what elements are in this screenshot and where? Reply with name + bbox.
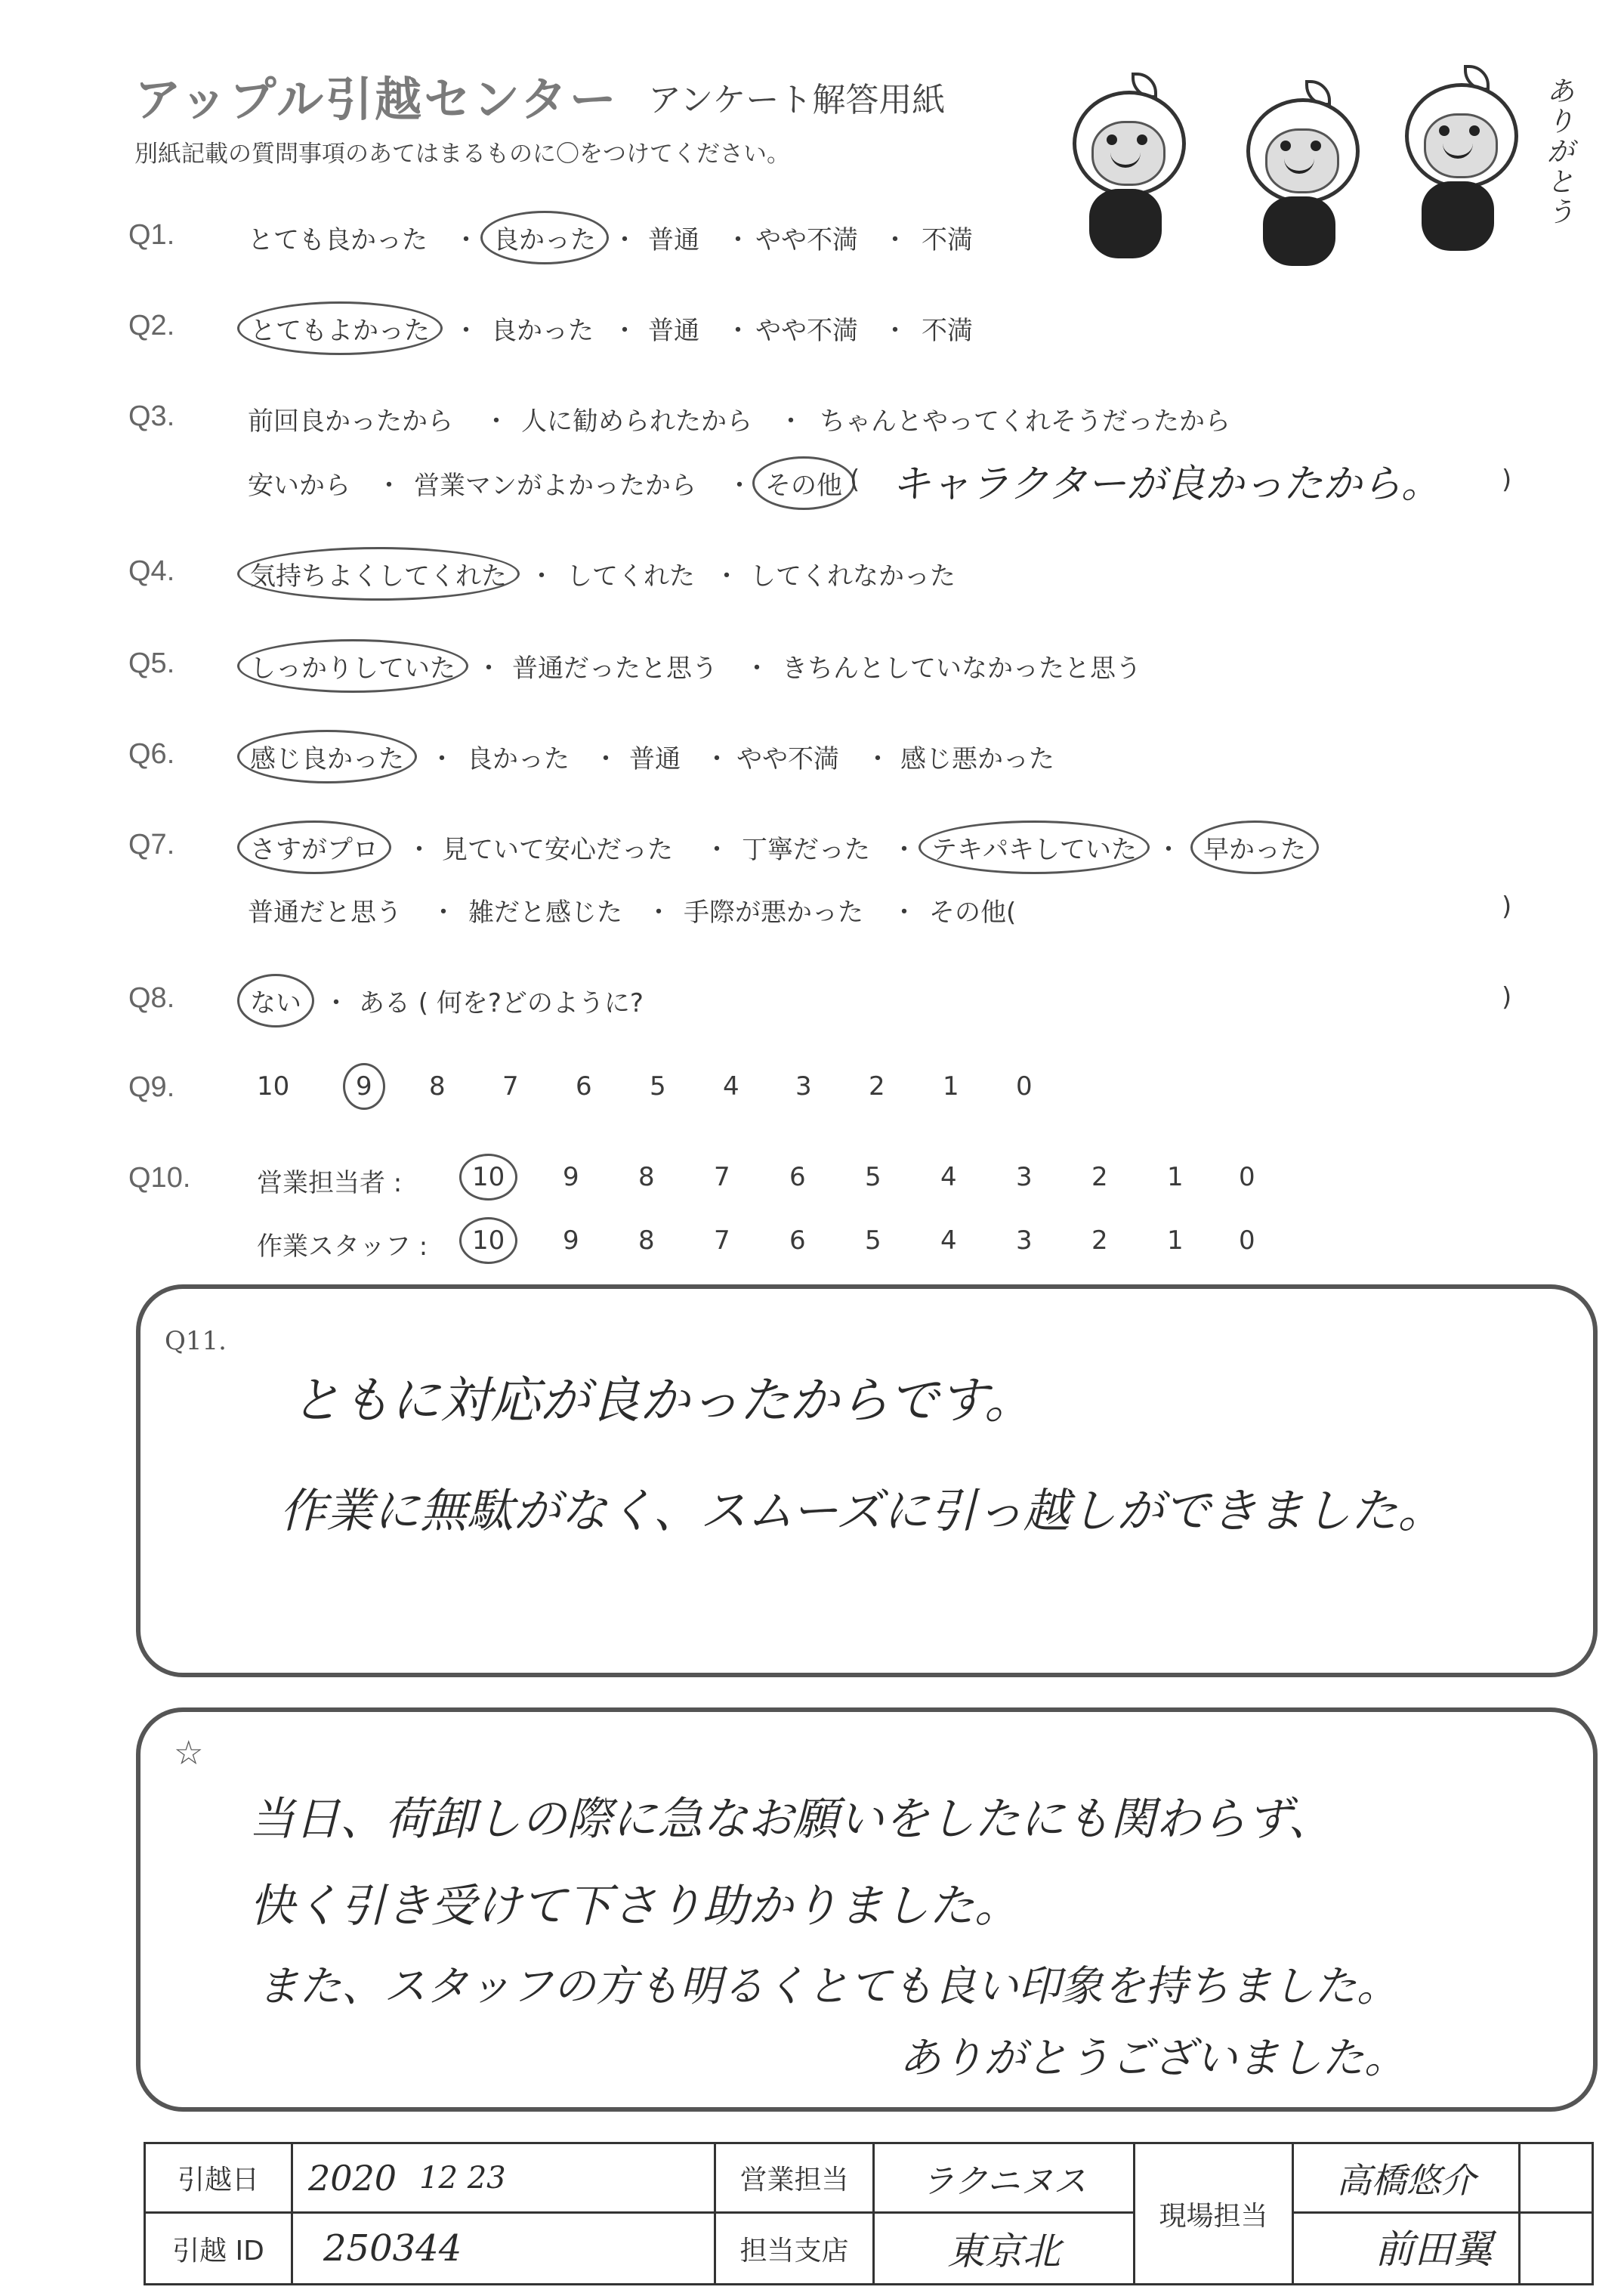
q3-option-3[interactable]: ちゃんとやってくれそうだったから (820, 406, 1230, 437)
q3-other-answer[interactable]: キャラクターが良かったから。 (891, 462, 1440, 507)
free-comment-line-1[interactable]: 当日、荷卸しの際に急なお願いをしたにも関わらず、 (249, 1793, 1334, 1846)
q7-option-5-selected[interactable]: 早かった (1190, 820, 1319, 874)
branch-label: 担当支店 (716, 2214, 875, 2283)
separator: ・ (725, 225, 751, 255)
separator: ・ (1156, 835, 1181, 865)
q10-staff-label: 作業スタッフ : (257, 1231, 428, 1262)
q2-option-2[interactable]: 良かった (491, 316, 594, 346)
branch-name: 東京北 (947, 2230, 1061, 2273)
q2-option-4[interactable]: やや不満 (755, 316, 858, 346)
q3-option-1[interactable]: 前回良かったから (248, 406, 453, 437)
star-icon: ☆ (174, 1734, 204, 1772)
separator: ・ (646, 898, 672, 928)
separator: ・ (323, 988, 349, 1018)
q9-score-2[interactable]: 2 (869, 1071, 885, 1102)
free-comment-line-2[interactable]: 快く引き受けて下さり助かりました。 (249, 1880, 1020, 1933)
site-staff-name-2: 前田翼 (1375, 2227, 1493, 2273)
q10-sales-score-4[interactable]: 4 (940, 1162, 957, 1192)
moving-date-year: 2020 (308, 2157, 397, 2199)
q10-staff-score-5[interactable]: 5 (865, 1225, 881, 1256)
q6-label: Q6. (128, 738, 175, 770)
q9-score-10[interactable]: 10 (257, 1071, 290, 1102)
q10-sales-score-5[interactable]: 5 (865, 1162, 881, 1192)
free-comment-line-3[interactable]: また、スタッフの方も明るくとても良い印象を持ちました。 (257, 1962, 1399, 2011)
separator: ・ (453, 225, 479, 255)
q10-sales-label: 営業担当者 : (257, 1168, 403, 1198)
q10-sales-score-6[interactable]: 6 (789, 1162, 806, 1192)
q2-option-1-selected[interactable]: とてもよかった (237, 301, 443, 355)
q3-label: Q3. (128, 400, 175, 432)
sales-rep-name: ラクニヌス (921, 2162, 1087, 2201)
separator: ・ (431, 898, 456, 928)
q4-option-2[interactable]: してくれた (567, 561, 695, 592)
separator: ・ (453, 316, 479, 346)
q9-score-4[interactable]: 4 (723, 1071, 739, 1102)
q2-label: Q2. (128, 310, 175, 341)
q9-score-0[interactable]: 0 (1016, 1071, 1033, 1102)
q10-sales-score-2[interactable]: 2 (1091, 1162, 1108, 1192)
separator: ・ (865, 744, 891, 774)
separator: ・ (529, 561, 554, 592)
site-staff-name-1: 高橋悠介 (1336, 2159, 1476, 2201)
q9-score-6[interactable]: 6 (576, 1071, 592, 1102)
q9-score-1[interactable]: 1 (943, 1071, 959, 1102)
moving-date-cell[interactable] (293, 2144, 716, 2214)
q5-label: Q5. (128, 647, 175, 679)
q9-score-5[interactable]: 5 (650, 1071, 666, 1102)
form-subtitle: アンケート解答用紙 (648, 81, 946, 119)
q1-option-3[interactable]: 普通 (648, 225, 699, 255)
q3-option-other-selected[interactable]: その他 (752, 456, 855, 510)
q7-label: Q7. (128, 829, 175, 861)
q10-sales-score-7[interactable]: 7 (714, 1162, 730, 1192)
q2-option-5[interactable]: 不満 (922, 316, 973, 346)
separator: ・ (744, 654, 770, 684)
separator: ・ (891, 835, 917, 865)
company-title: アップル引越センター (134, 72, 619, 127)
q10-label: Q10. (128, 1162, 191, 1194)
separator: ・ (704, 835, 730, 865)
q10-staff-score-1[interactable]: 1 (1167, 1225, 1184, 1256)
q7-paren-close: ) (1502, 892, 1512, 922)
q10-staff-score-2[interactable]: 2 (1091, 1225, 1108, 1256)
q9-score-9-selected[interactable]: 9 (343, 1063, 385, 1110)
q6-option-3[interactable]: 普通 (629, 744, 681, 774)
q7-option-1-selected[interactable]: さすがプロ (237, 820, 391, 874)
separator: ・ (612, 316, 638, 346)
q10-staff-score-6[interactable]: 6 (789, 1225, 806, 1256)
separator: ・ (483, 406, 509, 437)
instruction-text: 別紙記載の質問事項のあてはまるものに〇をつけてください。 (134, 141, 790, 168)
q3-option-4[interactable]: 安いから (248, 471, 350, 501)
q9-label: Q9. (128, 1071, 175, 1103)
q3-paren-open: ( (850, 465, 860, 495)
separator: ・ (727, 471, 752, 501)
mascot-illustration-1 (1065, 83, 1201, 249)
mascot-illustration-3 (1397, 76, 1533, 249)
free-comment-line-4[interactable]: ありがとうございました。 (899, 2034, 1406, 2083)
branch-cell[interactable] (875, 2214, 1135, 2283)
separator: ・ (612, 225, 638, 255)
q8-label: Q8. (128, 982, 175, 1014)
separator: ・ (704, 744, 730, 774)
q8-option-1-selected[interactable]: ない (237, 974, 314, 1028)
q8-option-2[interactable]: ある ( 何を?どのように? (359, 988, 644, 1018)
q9-score-3[interactable]: 3 (795, 1071, 812, 1102)
q2-option-3[interactable]: 普通 (648, 316, 699, 346)
q10-sales-score-0[interactable]: 0 (1239, 1162, 1255, 1192)
separator: ・ (476, 654, 502, 684)
q11-label: Q11. (165, 1326, 227, 1356)
sales-rep-cell[interactable] (875, 2144, 1135, 2214)
separator: ・ (891, 898, 917, 928)
q7-option-4-selected[interactable]: テキパキしていた (919, 820, 1150, 874)
separator: ・ (593, 744, 619, 774)
q7-option-6[interactable]: 普通だと思う (248, 898, 402, 928)
separator: ・ (778, 406, 804, 437)
q4-label: Q4. (128, 555, 175, 587)
q1-option-2-selected[interactable]: 良かった (480, 211, 609, 264)
q1-option-1[interactable]: とても良かった (248, 225, 428, 255)
moving-date-label: 引越日 (146, 2144, 293, 2214)
moving-id-value: 250344 (323, 2227, 462, 2270)
separator: ・ (406, 835, 432, 865)
q11-comment-line-1[interactable]: ともに対応が良かったからです。 (291, 1371, 1035, 1429)
q1-option-5[interactable]: 不満 (922, 225, 973, 255)
q7-option-2[interactable]: 見ていて安心だった (442, 835, 673, 865)
q1-option-4[interactable]: やや不満 (755, 225, 858, 255)
separator: ・ (429, 744, 455, 774)
q3-option-2[interactable]: 人に勧められたから (521, 406, 752, 437)
q10-staff-score-10-selected[interactable]: 10 (459, 1217, 517, 1264)
q10-staff-score-3[interactable]: 3 (1016, 1225, 1033, 1256)
separator: ・ (714, 561, 739, 592)
q5-option-2[interactable]: 普通だったと思う (512, 654, 718, 684)
separator: ・ (882, 225, 908, 255)
site-staff-cell-blank (1521, 2144, 1592, 2214)
q10-sales-score-8[interactable]: 8 (638, 1162, 655, 1192)
q5-option-1-selected[interactable]: しっかりしていた (237, 639, 468, 693)
site-staff-cell-2[interactable] (1521, 2214, 1592, 2283)
q9-score-8[interactable]: 8 (429, 1071, 446, 1102)
q1-label: Q1. (128, 219, 175, 251)
q3-option-5[interactable]: 営業マンがよかったから (414, 471, 696, 501)
q10-sales-score-9[interactable]: 9 (563, 1162, 579, 1192)
q10-sales-score-10-selected[interactable]: 10 (459, 1154, 517, 1201)
mascot-thanks-text: ありがとう (1547, 76, 1575, 228)
separator: ・ (376, 471, 402, 501)
q4-option-1-selected[interactable]: 気持ちよくしてくれた (237, 547, 520, 601)
separator: ・ (882, 316, 908, 346)
q6-option-4[interactable]: やや不満 (736, 744, 839, 774)
q10-sales-score-1[interactable]: 1 (1167, 1162, 1184, 1192)
q8-paren-close: ) (1502, 982, 1512, 1012)
q10-staff-score-4[interactable]: 4 (940, 1225, 957, 1256)
moving-date-monthday: 12 23 (419, 2160, 506, 2196)
q7-option-7[interactable]: 雑だと感じた (468, 898, 622, 928)
q7-option-other[interactable]: その他( (929, 898, 1017, 928)
q6-option-1-selected[interactable]: 感じ良かった (237, 730, 417, 783)
mascot-illustration-2 (1239, 91, 1375, 257)
separator: ・ (725, 316, 751, 346)
q4-option-3[interactable]: してくれなかった (750, 561, 956, 592)
q10-staff-score-7[interactable]: 7 (714, 1225, 730, 1256)
q7-option-3[interactable]: 丁寧だった (742, 835, 870, 865)
moving-id-label: 引越 ID (146, 2214, 293, 2283)
q11-comment-line-2[interactable]: 作業に無駄がなく、スムーズに引っ越しができました。 (279, 1483, 1445, 1538)
q6-option-5[interactable]: 感じ悪かった (900, 744, 1054, 774)
q9-score-7[interactable]: 7 (502, 1071, 519, 1102)
sales-rep-label: 営業担当 (716, 2144, 875, 2214)
q5-option-3[interactable]: きちんとしていなかったと思う (782, 654, 1141, 684)
q10-sales-score-3[interactable]: 3 (1016, 1162, 1033, 1192)
site-staff-label: 現場担当 (1135, 2144, 1294, 2283)
q10-staff-score-9[interactable]: 9 (563, 1225, 579, 1256)
moving-id-cell[interactable] (293, 2214, 716, 2283)
q10-staff-score-0[interactable]: 0 (1239, 1225, 1255, 1256)
q6-option-2[interactable]: 良かった (467, 744, 570, 774)
q7-option-8[interactable]: 手際が悪かった (684, 898, 863, 928)
q3-paren-close: ) (1502, 465, 1512, 495)
q10-staff-score-8[interactable]: 8 (638, 1225, 655, 1256)
site-staff-cell-1[interactable] (1294, 2144, 1521, 2214)
